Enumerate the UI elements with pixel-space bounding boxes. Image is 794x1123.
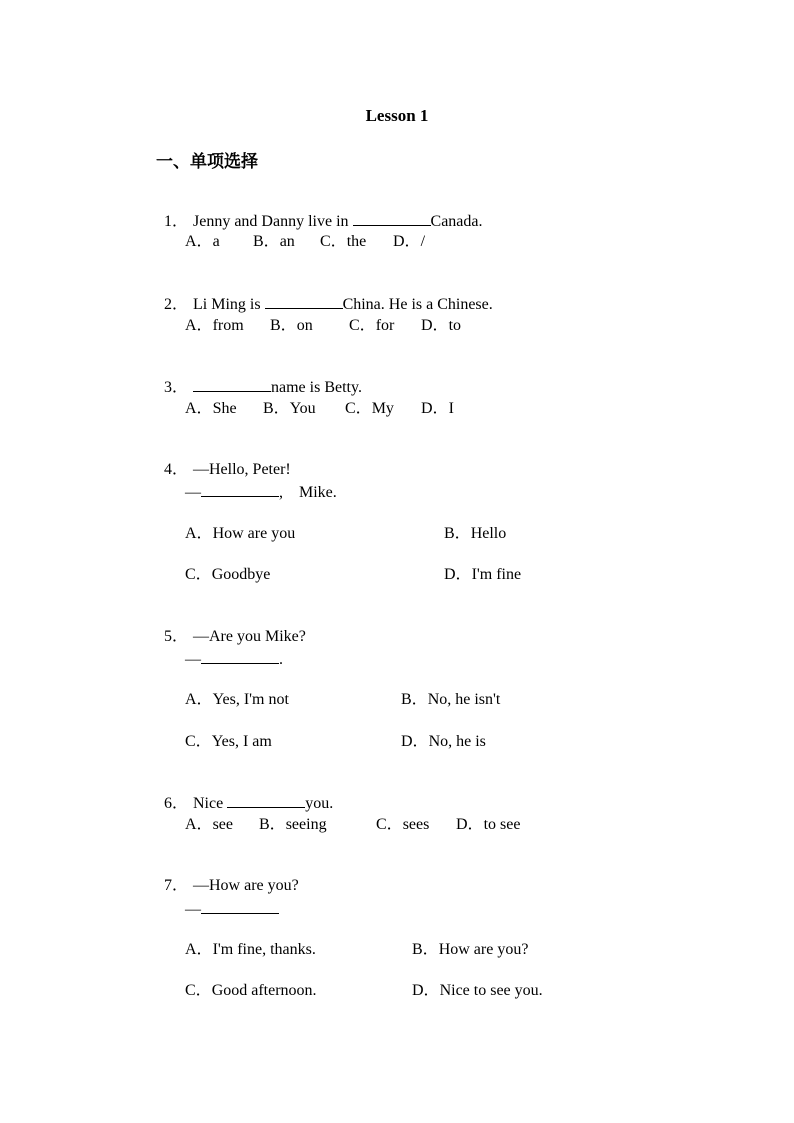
option-letter: C．	[185, 566, 212, 583]
option-text: I'm fine, thanks.	[212, 941, 316, 958]
option-text: sees	[402, 816, 430, 833]
option-letter: D．	[421, 317, 449, 334]
option-text: No, he isn't	[427, 691, 501, 708]
question-5	[156, 607, 306, 647]
option-letter: C．	[185, 982, 212, 999]
option-c[interactable]	[376, 815, 429, 835]
option-text: a	[212, 233, 220, 250]
question-number: 4．	[164, 461, 189, 478]
option-b[interactable]	[259, 815, 327, 835]
option-c[interactable]	[345, 399, 394, 419]
question-text: Jenny and Danny live in	[193, 213, 353, 230]
option-letter: B．	[259, 816, 286, 833]
option-c[interactable]	[185, 981, 317, 1001]
option-d[interactable]	[393, 232, 425, 252]
option-letter: C．	[376, 816, 403, 833]
option-a[interactable]	[185, 815, 233, 835]
option-text: Nice to see you.	[439, 982, 543, 999]
option-text: Yes, I am	[211, 733, 272, 750]
option-letter: C．	[185, 733, 212, 750]
answer-blank[interactable]	[227, 793, 305, 808]
option-letter: B．	[412, 941, 439, 958]
option-a[interactable]	[185, 524, 295, 544]
option-letter: A．	[185, 691, 213, 708]
option-letter: A．	[185, 317, 213, 334]
question-2	[156, 274, 493, 315]
dash: —	[185, 484, 201, 501]
option-letter: D．	[401, 733, 429, 750]
dialogue-line: —Are you Mike?	[193, 628, 306, 645]
option-text: seeing	[285, 816, 327, 833]
option-letter: D．	[421, 400, 449, 417]
option-a[interactable]	[185, 399, 237, 419]
dialogue-line: —Hello, Peter!	[193, 461, 291, 478]
option-text: My	[371, 400, 394, 417]
option-b[interactable]	[253, 232, 295, 252]
question-3	[156, 357, 362, 398]
option-b[interactable]	[270, 316, 313, 336]
option-text: How are you?	[438, 941, 529, 958]
option-letter: D．	[456, 816, 484, 833]
option-b[interactable]	[444, 524, 506, 544]
question-text: Canada.	[430, 213, 483, 230]
option-letter: C．	[345, 400, 372, 417]
option-text: to see	[483, 816, 521, 833]
option-text: You	[289, 400, 316, 417]
option-text: for	[375, 317, 395, 334]
option-a[interactable]	[185, 232, 220, 252]
question-text: Nice	[193, 795, 228, 812]
option-text: to	[448, 317, 462, 334]
question-6	[156, 773, 333, 814]
option-b[interactable]	[412, 940, 528, 960]
question-7	[156, 856, 299, 896]
dash: —	[185, 901, 201, 918]
option-text: on	[296, 317, 313, 334]
dialogue-line: —How are you?	[193, 877, 299, 894]
option-a[interactable]	[185, 940, 316, 960]
question-number: 2．	[164, 296, 189, 313]
option-text: the	[346, 233, 367, 250]
option-letter: B．	[270, 317, 297, 334]
question-text: China. He is a Chinese.	[342, 296, 493, 313]
option-letter: A．	[185, 233, 213, 250]
option-text: I	[448, 400, 454, 417]
option-letter: B．	[253, 233, 280, 250]
option-d[interactable]	[401, 732, 486, 752]
answer-blank[interactable]	[201, 649, 279, 664]
option-letter: D．	[393, 233, 421, 250]
option-d[interactable]	[421, 316, 461, 336]
answer-blank[interactable]	[193, 377, 271, 392]
option-b[interactable]	[401, 690, 500, 710]
question-text: you.	[305, 795, 334, 812]
option-d[interactable]	[412, 981, 543, 1001]
option-d[interactable]	[421, 399, 454, 419]
option-letter: C．	[349, 317, 376, 334]
question-number: 3．	[164, 379, 189, 396]
option-text: Hello	[470, 525, 507, 542]
option-c[interactable]	[349, 316, 394, 336]
option-c[interactable]	[320, 232, 366, 252]
option-letter: B．	[444, 525, 471, 542]
option-letter: A．	[185, 400, 213, 417]
option-text: an	[279, 233, 295, 250]
option-letter: B．	[263, 400, 290, 417]
option-d[interactable]	[444, 565, 521, 585]
option-letter: D．	[412, 982, 440, 999]
answer-blank[interactable]	[201, 899, 279, 914]
option-text: Good afternoon.	[211, 982, 317, 999]
option-text: /	[420, 233, 426, 250]
option-text: No, he is	[428, 733, 486, 750]
option-letter: D．	[444, 566, 472, 583]
question-number: 6．	[164, 795, 189, 812]
option-c[interactable]	[185, 732, 272, 752]
option-a[interactable]	[185, 690, 289, 710]
dialogue-response	[185, 649, 283, 670]
option-letter: B．	[401, 691, 428, 708]
dialogue-response	[185, 482, 337, 503]
option-text: from	[212, 317, 244, 334]
dialogue-response	[185, 899, 279, 920]
dash: —	[185, 651, 201, 668]
question-number: 1．	[164, 213, 189, 230]
answer-blank[interactable]	[265, 294, 343, 309]
option-d[interactable]	[456, 815, 520, 835]
question-text: Li Ming is	[193, 296, 265, 313]
option-b[interactable]	[263, 399, 316, 419]
dialogue-text: .	[279, 651, 283, 668]
option-letter: A．	[185, 941, 213, 958]
page-title: Lesson 1	[365, 106, 429, 125]
question-4	[156, 440, 291, 480]
dialogue-text: , Mike.	[279, 484, 337, 501]
option-text: Yes, I'm not	[212, 691, 289, 708]
option-letter: A．	[185, 816, 213, 833]
option-text: Goodbye	[211, 566, 271, 583]
option-letter: A．	[185, 525, 213, 542]
option-text: see	[212, 816, 233, 833]
question-number: 5．	[164, 628, 189, 645]
option-text: I'm fine	[471, 566, 522, 583]
question-number: 7．	[164, 877, 189, 894]
option-c[interactable]	[185, 565, 270, 585]
answer-blank[interactable]	[353, 211, 431, 226]
answer-blank[interactable]	[201, 482, 279, 497]
option-text: How are you	[212, 525, 296, 542]
question-text: name is Betty.	[271, 379, 362, 396]
option-letter: C．	[320, 233, 347, 250]
option-a[interactable]	[185, 316, 244, 336]
section-heading: 一、单项选择	[156, 152, 258, 172]
option-text: She	[212, 400, 237, 417]
question-1	[156, 191, 483, 232]
